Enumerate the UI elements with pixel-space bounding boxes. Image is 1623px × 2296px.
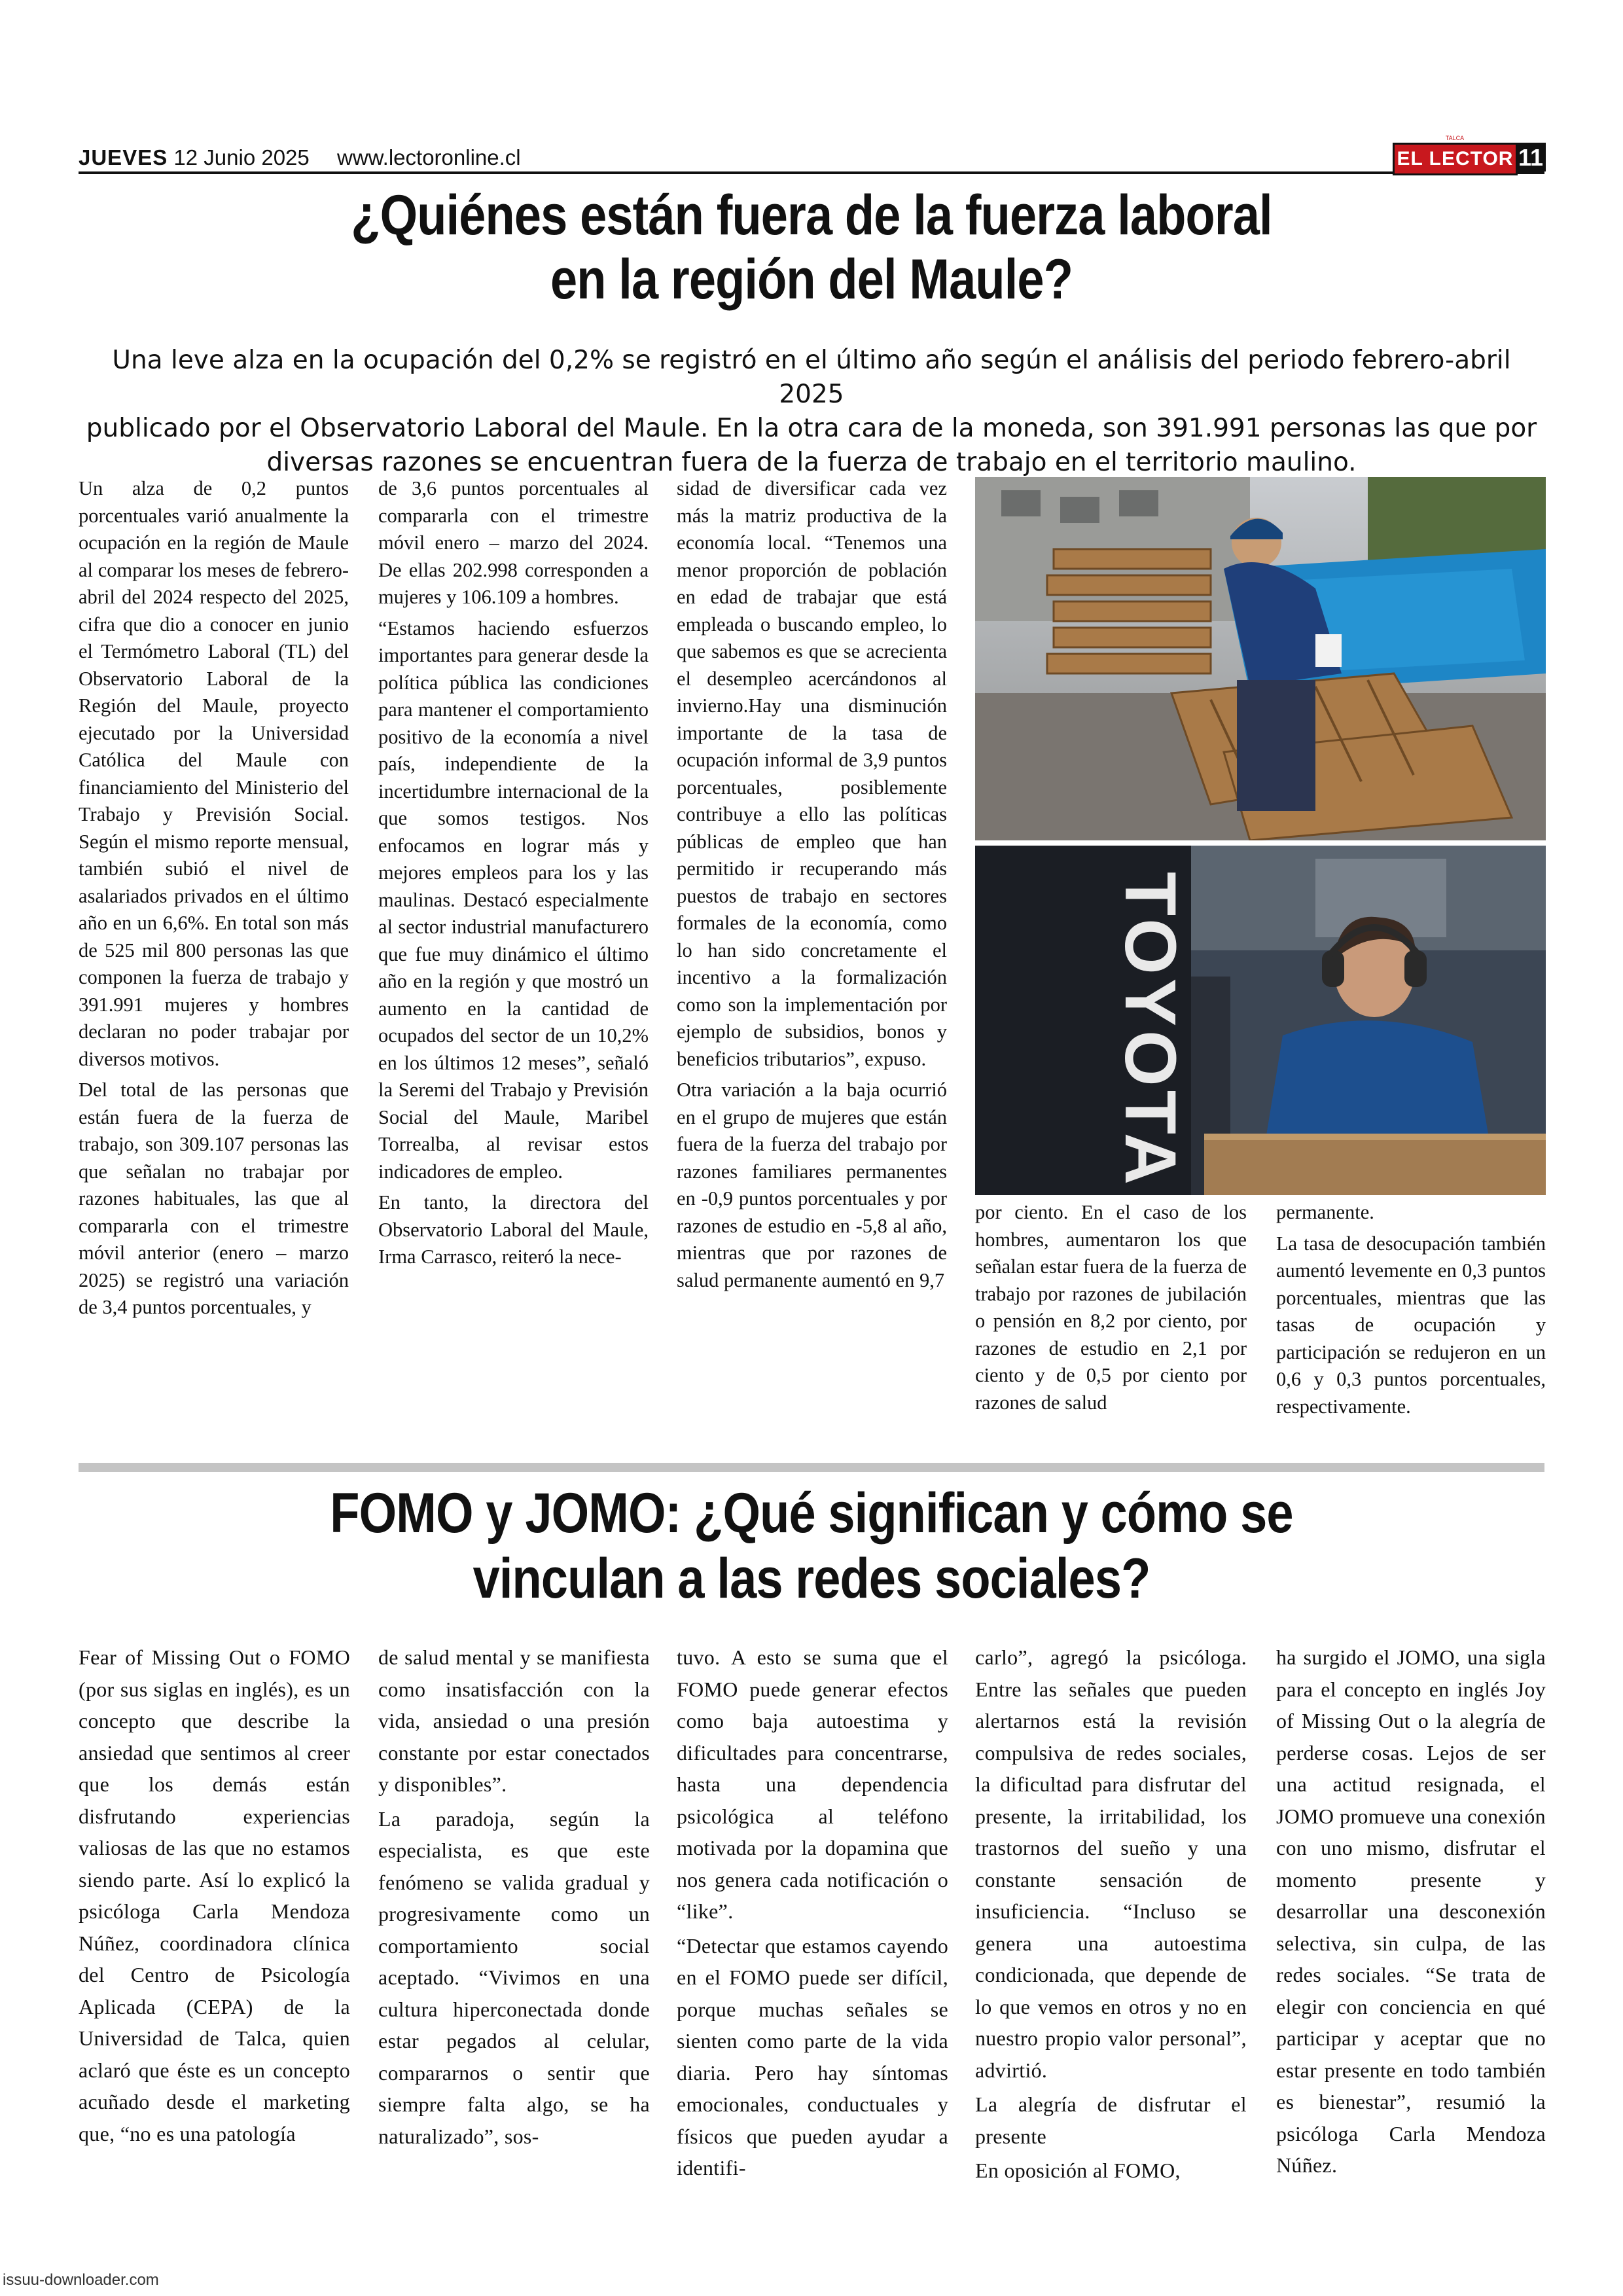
article1-title-line2: en la región del Maule?	[550, 248, 1073, 311]
article1-column-1	[79, 475, 349, 1325]
article1-lead-line3: diversas razones se encuentran fuera de la fuerza de trabajo en el territorio maulino.	[266, 448, 1357, 477]
article1-title-line1: ¿Quiénes están fuera de la fuerza laboral	[351, 184, 1272, 247]
paragraph: “Estamos haciendo esfuerzos importantes para generar desde la política pública las condiciones para mantener el comportamiento positivo de la economía a nivel país, independiente de la incertidumbre internacional de la que somos testigos. Nos enfocamos en lograr más y mejores empleos para los y las maulinas. Destacó especialmente al sector industrial manufacturero que fue muy dinámico el último año en la región y que mostró un aumento en la cantidad de ocupados del sector de un 10,2% en los últimos 12 meses”, señaló la Seremi del Trabajo y Previsión Social del Maule, Maribel Torrealba, al revisar estos indicadores de empleo.	[378, 617, 649, 1183]
article2-column-3	[677, 1641, 948, 2187]
paragraph: La paradoja, según la especialista, es que este fenómeno se valida gradual y progresivamente como un comportamiento social aceptado. “Vivimos en una cultura hiperconectada donde estar pegados al celular, compararnos o sentir que siempre falta algo, se ha naturalizado”, sos-	[378, 1806, 650, 2148]
article1-lead-line1: Una leve alza en la ocupación del 0,2% se registró en el último año según el análisis del periodo febrero-abril 2025	[112, 346, 1511, 409]
header-day: JUEVES	[79, 145, 168, 170]
paragraph: sidad de diversificar cada vez más la matriz productiva de la economía local. “Tenemos una menor proporción de población en edad de trabajar que está empleada o buscando empleo, lo que sabemos es que se acrecienta el desempleo acercándonos al invierno.Hay una disminución importante de la tasa de ocupación informal de 3,9 puntos porcentuales, posiblemente contribuye a ello las políticas públicas de empleo que han permitido ir recuperando más puestos de trabajo en sectores formales de la economía, como lo han sido concretamente el incentivo a la formalización como son la implementación por ejemplo de subsidios, bonos y beneficios tributarios”, expuso.	[677, 477, 947, 1070]
article1-column-5	[1276, 1199, 1546, 1424]
photo-worker-factory	[975, 846, 1546, 1195]
subheading: La alegría de disfrutar el presente	[975, 2092, 1247, 2148]
article1-title	[204, 183, 1419, 312]
photo-worker-pallets	[975, 477, 1546, 840]
paragraph: Fear of Missing Out o FOMO (por sus siglas en inglés), es un concepto que describe la ansiedad que sentimos al creer que los demás están disfrutando experiencias valiosas de las que no estamos siendo parte. Así lo explicó la psicóloga Carla Mendoza Núñez, coordinadora clínica del Centro de Psicología Aplicada (CEPA) de la Universidad de Talca, quien aclaró que éste es un concepto acuñado desde el marketing que, “no es una patología	[79, 1645, 350, 2145]
paragraph: “Detectar que estamos cayendo en el FOMO puede ser difícil, porque muchas señales se sienten como parte de la vida diaria. Pero hay síntomas emocionales, conductuales y físicos que pueden ayudar a identifi-	[677, 1933, 948, 2179]
paragraph: permanente.	[1276, 1201, 1374, 1223]
paragraph: Otra variación a la baja ocurrió en el grupo de mujeres que están fuera de la fuerza del trabajo por razones familiares permanentes en -0,9 puntos porcentuales y por razones de estudio en -5,8 al año, mientras que por razones de salud permanente aumentó en 9,7	[677, 1079, 947, 1291]
article1-column-3	[677, 475, 947, 1298]
photo-worker-factory-illustration	[975, 846, 1546, 1195]
article2-column-1	[79, 1641, 350, 2152]
watermark: issuu-downloader.com	[3, 2271, 159, 2289]
paragraph: de salud mental y se manifiesta como insatisfacción con la vida, ansiedad o una presión constante por estar conectados y disponibles”.	[378, 1645, 650, 1796]
paragraph: Del total de las personas que están fuera de la fuerza de trabajo, son 309.107 personas las que señalan no trabajar por razones habituales, las que al compararla con el trimestre móvil anterior (enero – marzo 2025) se registró una variación de 3,4 puntos porcentuales, y	[79, 1079, 349, 1318]
article1-column-2	[378, 475, 649, 1275]
paragraph: por ciento. En el caso de los hombres, aumentaron los que señalan estar fuera de la fuerza de trabajo por razones de jubilación o pensión en 8,2 por ciento, por razones de estudio en 2,1 por ciento y de 0,5 por ciento por razones de salud	[975, 1201, 1247, 1414]
paragraph: Un alza de 0,2 puntos porcentuales varió anualmente la ocupación en la región de Maule al comparar los meses de febrero-abril del 2024 respecto del 2025, cifra que dio a conocer en junio el Termómetro Laboral (TL) del Observatorio Laboral de la Región del Maule, proyecto ejecutado por la Universidad Católica del Maule con financiamiento del Ministerio del Trabajo y Previsión Social. Según el mismo reporte mensual, también subió el nivel de asalariados privados en el último año en un 6,6%. En total son más de 525 mil 800 personas las que componen la fuerza de trabajo y 391.991 mujeres y hombres declaran no poder trabajar por diversos motivos.	[79, 477, 349, 1070]
header-website[interactable]: www.lectoronline.cl	[337, 145, 521, 170]
article1-lead	[82, 344, 1541, 480]
paragraph: ha surgido el JOMO, una sigla para el concepto en inglés Joy of Missing Out o la alegría de perderse cosas. Lejos de ser una actitud resignada, el JOMO promueve una conexión con uno mismo, disfrutar el momento presente y desarrollar una desconexión selectiva, sin culpa, de las redes sociales. “Se trata de elegir con conciencia en qué participar y aceptar que no estar presente en todo también es bienestar”, resumió la psicóloga Carla Mendoza Núñez.	[1276, 1645, 1546, 2177]
photo-worker-pallets-illustration	[975, 477, 1546, 840]
article1-column-4	[975, 1199, 1247, 1420]
header-date	[79, 145, 310, 170]
toyota-sign: TOYOTA	[1110, 872, 1190, 1189]
logo-tag: TALCA	[1445, 135, 1465, 141]
article2-column-2	[378, 1641, 650, 2155]
header-date-text: 12 Junio 2025	[173, 145, 310, 170]
paragraph: carlo”, agregó la psicóloga. Entre las señales que pueden alertarnos está la revisión compulsiva de redes sociales, la dificultad para disfrutar del presente, la irritabilidad, los trastornos del sueño y una constante sensación de insuficiencia. “Incluso se genera una autoestima condicionada, que depende de lo que vemos en otros y no en nuestro propio valor personal”, advirtió.	[975, 1645, 1247, 2082]
article2-title	[204, 1480, 1419, 1611]
article2-column-5	[1276, 1641, 1546, 2184]
paragraph: En tanto, la directora del Observatorio Laboral del Maule, Irma Carrasco, reiteró la nece-	[378, 1191, 649, 1268]
article1-lead-line2: publicado por el Observatorio Laboral del Maule. En la otra cara de la moneda, son 391.991 personas las que por	[86, 414, 1537, 443]
newspaper-logo: EL LECTOR	[1393, 143, 1518, 175]
article2-column-4	[975, 1641, 1247, 2189]
paragraph: La tasa de desocupación también aumentó levemente en 0,3 puntos porcentuales, mientras que las tasas de ocupación y participación se redujeron en un 0,6 y 0,3 puntos porcentuales, respectivamente.	[1276, 1232, 1546, 1418]
paragraph: tuvo. A esto se suma que el FOMO puede generar efectos como baja autoestima y dificultades para concentrarse, hasta una dependencia psicológica al teléfono motivada por la dopamina que nos genera cada notificación o “like”.	[677, 1645, 948, 1923]
paragraph: de 3,6 puntos porcentuales al compararla con el trimestre móvil enero – marzo del 2024. De ellas 202.998 corresponden a mujeres y 106.109 a hombres.	[378, 477, 649, 608]
page-number: 11	[1516, 143, 1546, 171]
section-separator	[79, 1463, 1544, 1472]
article2-title-line1: FOMO y JOMO: ¿Qué significan y cómo se	[330, 1482, 1293, 1545]
article2-title-line2: vinculan a las redes sociales?	[473, 1547, 1150, 1610]
header-rule	[79, 171, 1544, 174]
paragraph: En oposición al FOMO,	[975, 2159, 1181, 2182]
